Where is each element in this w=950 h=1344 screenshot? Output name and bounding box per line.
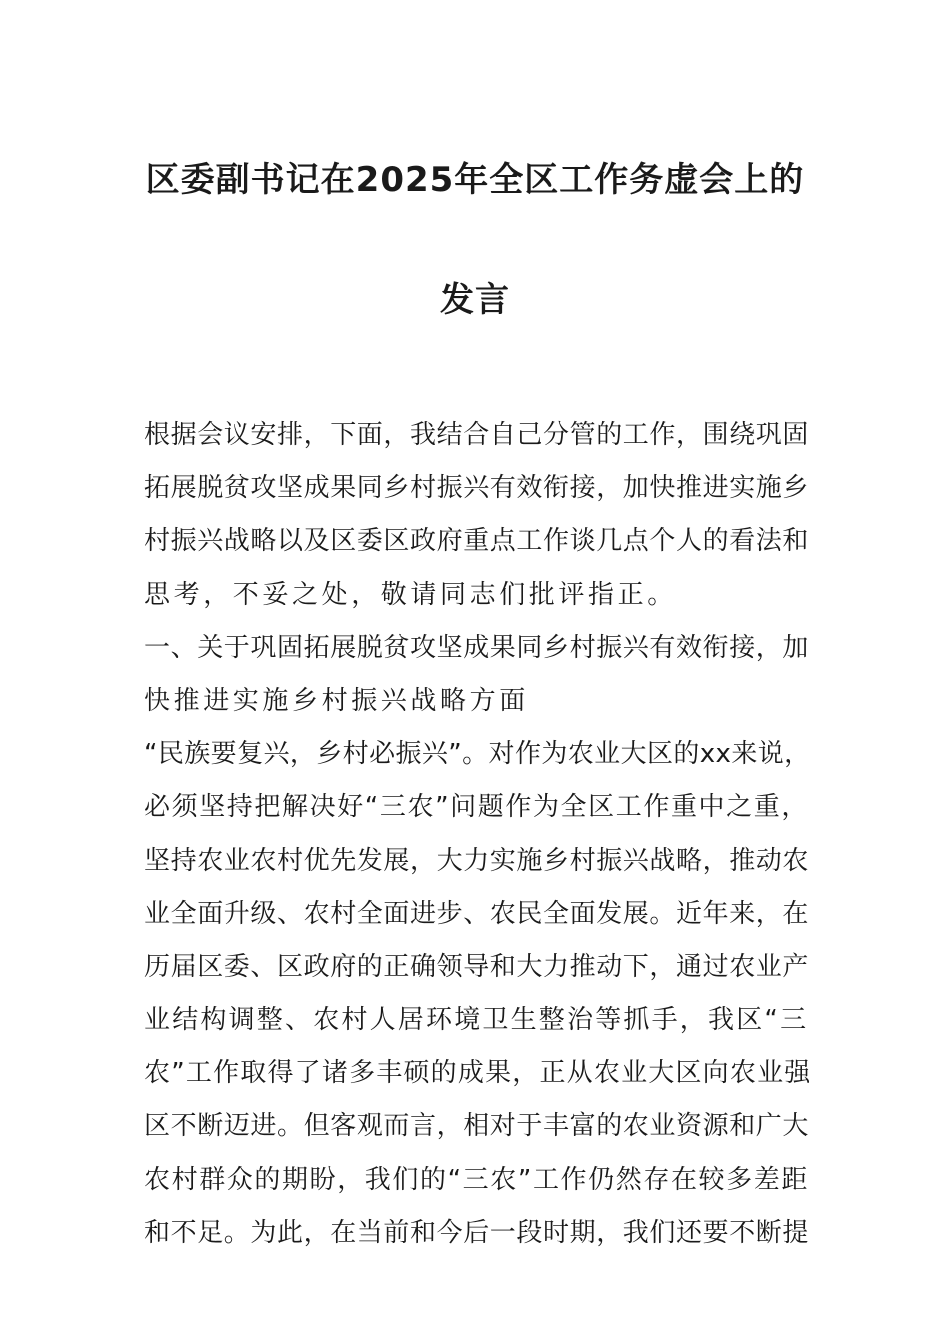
body-line: 业全面升级、农村全面进步、农民全面发展。近年来，在 <box>144 898 810 929</box>
body-line: 农村群众的期盼，我们的“三农”工作仍然存在较多差距 <box>144 1164 809 1195</box>
document-body <box>144 409 812 1260</box>
body-line: 拓展脱贫攻坚成果同乡村振兴有效衔接，加快推进实施乡 <box>144 473 810 504</box>
body-line: 和不足。为此，在当前和今后一段时期，我们还要不断提 <box>144 1217 810 1248</box>
body-line: 区不断迈进。但客观而言，相对于丰富的农业资源和广大 <box>144 1111 810 1142</box>
body-line: “民族要复兴，乡村必振兴”。对作为农业大区的xx来说， <box>144 739 811 770</box>
section-heading-line: 一、关于巩固拓展脱贫攻坚成果同乡村振兴有效衔接，加 <box>144 632 810 663</box>
document-title-line-1: 区委副书记在2025年全区工作务虚会上的 <box>145 160 805 200</box>
body-line: 思考，不妥之处，敬请同志们批评指正。 <box>144 579 677 610</box>
body-line: 农”工作取得了诸多丰硕的成果，正从农业大区向农业强 <box>144 1058 812 1089</box>
section-heading-line: 快推进实施乡村振兴战略方面 <box>144 685 529 716</box>
body-line: 坚持农业农村优先发展，大力实施乡村振兴战略，推动农 <box>144 845 810 876</box>
document-title-line-2: 发言 <box>440 280 510 320</box>
body-line: 根据会议安排，下面，我结合自己分管的工作，围绕巩固 <box>144 420 810 450</box>
body-line: 必须坚持把解决好“三农”问题作为全区工作重中之重， <box>144 792 809 823</box>
body-line: 历届区委、区政府的正确领导和大力推动下，通过农业产 <box>144 951 810 982</box>
body-line: 村振兴战略以及区委区政府重点工作谈几点个人的看法和 <box>144 526 810 557</box>
body-line: 业结构调整、农村人居环境卫生整治等抓手，我区“三 <box>144 1005 809 1036</box>
